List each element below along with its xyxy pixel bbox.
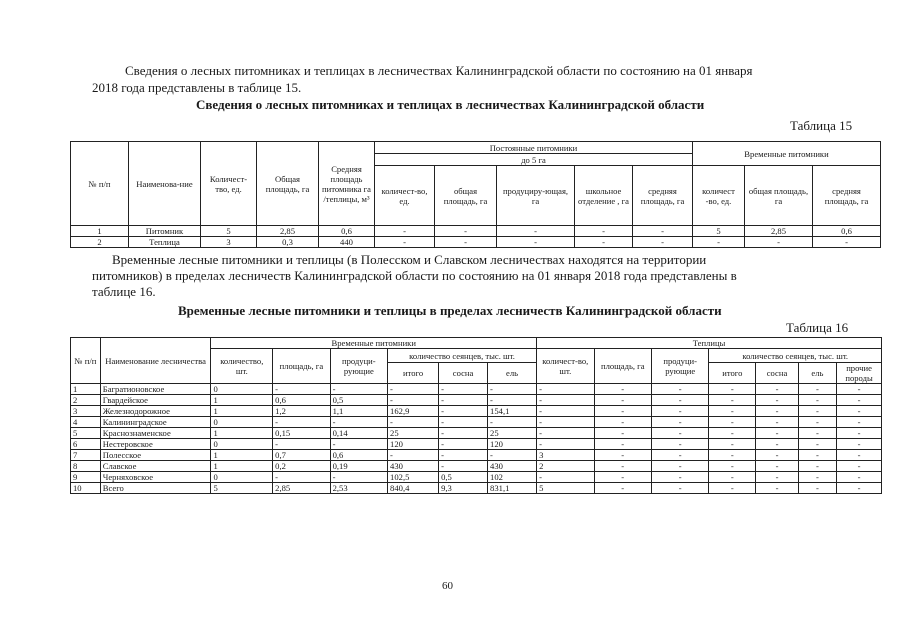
t16-h-temp: Временные питомники xyxy=(211,338,537,349)
table-cell: 7 xyxy=(71,450,101,461)
t15-h-avg: Средняя площадь питомника га /теплицы, м³ xyxy=(319,142,375,226)
t16-h-spruce: ель xyxy=(488,363,537,384)
t16-h-g-pine: сосна xyxy=(756,363,799,384)
t15-h-area: Общая площадь, га xyxy=(257,142,319,226)
table-cell: 2,85 xyxy=(745,226,813,237)
table-cell: - xyxy=(439,395,488,406)
table-cell: - xyxy=(439,406,488,417)
table15-label: Таблица 15 xyxy=(790,118,853,133)
table-cell: 3 xyxy=(537,450,594,461)
table-cell: - xyxy=(388,450,439,461)
para2-line-2: питомников) в пределах лесничеств Калининградской области по состоянию на 01 января 2018 года представлены в xyxy=(92,268,737,283)
t16-h-total: итого xyxy=(388,363,439,384)
table-cell: - xyxy=(651,439,708,450)
table-cell: 5 xyxy=(71,428,101,439)
table-cell: 1 xyxy=(211,428,273,439)
table-cell: 1 xyxy=(71,384,101,395)
table16-heading: Временные лесные питомники и теплицы в пределах лесничеств Калининградской области xyxy=(178,303,722,318)
table-cell: - xyxy=(633,237,693,248)
table-cell: - xyxy=(273,439,330,450)
table-cell: - xyxy=(497,226,575,237)
table-cell: - xyxy=(756,450,799,461)
table-cell: - xyxy=(439,384,488,395)
table-cell: - xyxy=(813,237,881,248)
t15-h-t-count: количест -во, ед. xyxy=(693,166,745,226)
t16-h-num: № п/п xyxy=(71,338,101,384)
table-cell: - xyxy=(488,417,537,428)
table-cell: 2,53 xyxy=(330,483,387,494)
table-cell: 0,6 xyxy=(330,450,387,461)
table-cell: - xyxy=(575,226,633,237)
table-row xyxy=(71,483,882,494)
table-cell: Багратионовское xyxy=(100,384,211,395)
table-cell: 2,85 xyxy=(273,483,330,494)
t15-h-p-count: количест-во, ед. xyxy=(375,166,435,226)
table-cell: - xyxy=(756,395,799,406)
table-cell: - xyxy=(837,406,882,417)
table-cell: - xyxy=(709,483,756,494)
table-cell: - xyxy=(330,439,387,450)
para2 xyxy=(92,252,860,300)
t15-h-num: № п/п xyxy=(71,142,129,226)
table-cell: 6 xyxy=(71,439,101,450)
table15-heading: Сведения о лесных питомниках и теплицах в лесничествах Калининградской области xyxy=(196,97,705,112)
table-cell: 831,1 xyxy=(488,483,537,494)
table-cell: 162,9 xyxy=(388,406,439,417)
t16-h-g-prod: продуци-рующие xyxy=(651,349,708,384)
table-cell: - xyxy=(837,395,882,406)
table-cell: 102 xyxy=(488,472,537,483)
intro-line-2: 2018 года представлены в таблице 15. xyxy=(92,80,302,95)
table-cell: 440 xyxy=(319,237,375,248)
table-cell: 0,14 xyxy=(330,428,387,439)
table-cell: - xyxy=(388,395,439,406)
table-cell: - xyxy=(709,439,756,450)
table-cell: - xyxy=(651,428,708,439)
table-cell: - xyxy=(798,428,836,439)
table-cell: - xyxy=(537,472,594,483)
table-cell: - xyxy=(594,450,651,461)
table-cell: - xyxy=(709,461,756,472)
table-cell: 0 xyxy=(211,439,273,450)
table-cell: - xyxy=(375,237,435,248)
table-cell: - xyxy=(439,439,488,450)
table-cell: - xyxy=(330,417,387,428)
table-cell: - xyxy=(709,472,756,483)
table-cell: 0,5 xyxy=(330,395,387,406)
table-cell: - xyxy=(594,406,651,417)
table-cell: - xyxy=(798,461,836,472)
t16-h-g-seed: количество сеянцев, тыс. шт. xyxy=(709,349,882,363)
table-cell: 430 xyxy=(488,461,537,472)
table-cell: 5 xyxy=(693,226,745,237)
table-cell: - xyxy=(651,461,708,472)
table-cell: Питомник xyxy=(129,226,201,237)
table-cell: 1,2 xyxy=(273,406,330,417)
table-cell: - xyxy=(837,472,882,483)
table-cell: - xyxy=(594,461,651,472)
t15-h-p-prod: продуциру-ющая, га xyxy=(497,166,575,226)
table-cell: - xyxy=(594,483,651,494)
table-cell: - xyxy=(837,384,882,395)
table-cell: Гвардейское xyxy=(100,395,211,406)
table-cell: 1 xyxy=(71,226,129,237)
table-cell: 0 xyxy=(211,417,273,428)
table-cell: - xyxy=(756,406,799,417)
table-cell: 9 xyxy=(71,472,101,483)
table-cell: - xyxy=(439,428,488,439)
table-cell: 3 xyxy=(71,406,101,417)
intro-line-1: Сведения о лесных питомниках и теплицах в лесничествах Калининградской области по состоянию на 01 января xyxy=(125,63,753,78)
table-row xyxy=(71,417,882,428)
table-cell: - xyxy=(594,439,651,450)
table-cell: 1 xyxy=(211,406,273,417)
table-cell: - xyxy=(439,461,488,472)
table-cell: - xyxy=(709,384,756,395)
t16-h-g-area: площадь, га xyxy=(594,349,651,384)
table-cell: - xyxy=(594,417,651,428)
table-cell: - xyxy=(439,417,488,428)
table-cell: 1,1 xyxy=(330,406,387,417)
table-cell: 25 xyxy=(388,428,439,439)
table-cell: - xyxy=(837,428,882,439)
t16-h-name: Наименование лесничества xyxy=(100,338,211,384)
para2-line-3: таблице 16. xyxy=(92,284,156,299)
page-number: 60 xyxy=(442,580,453,592)
table-15 xyxy=(70,141,881,248)
table-cell: 840,4 xyxy=(388,483,439,494)
table-cell: - xyxy=(651,395,708,406)
table-cell: 25 xyxy=(488,428,537,439)
table-row xyxy=(71,237,881,248)
table-cell: - xyxy=(651,384,708,395)
table-cell: - xyxy=(837,450,882,461)
table-cell: - xyxy=(798,472,836,483)
table-cell: 9,3 xyxy=(439,483,488,494)
table-cell: - xyxy=(594,428,651,439)
table-cell: 10 xyxy=(71,483,101,494)
table-cell: 5 xyxy=(537,483,594,494)
t15-h-temporary: Временные питомники xyxy=(693,142,881,166)
table-cell: 1 xyxy=(211,461,273,472)
table-cell: Всего xyxy=(100,483,211,494)
t15-h-p-school: школьное отделение , га xyxy=(575,166,633,226)
table-cell: - xyxy=(594,472,651,483)
table-cell: 2,85 xyxy=(257,226,319,237)
table-cell: - xyxy=(745,237,813,248)
table-cell: - xyxy=(798,450,836,461)
table-cell: - xyxy=(756,417,799,428)
t16-h-seed: количество сеянцев, тыс. шт. xyxy=(388,349,537,363)
table-cell: - xyxy=(798,483,836,494)
table-cell: - xyxy=(330,384,387,395)
table-row xyxy=(71,472,882,483)
table-row xyxy=(71,395,882,406)
t15-h-permanent: Постоянные питомники xyxy=(375,142,693,154)
table-cell: - xyxy=(537,428,594,439)
table-cell: - xyxy=(575,237,633,248)
table-cell: 2 xyxy=(71,395,101,406)
table-cell: 2 xyxy=(537,461,594,472)
table-cell: 0,15 xyxy=(273,428,330,439)
table-cell: 8 xyxy=(71,461,101,472)
intro-paragraph xyxy=(92,62,854,96)
t15-h-count: Количест-тво, ед. xyxy=(201,142,257,226)
table-cell: 120 xyxy=(488,439,537,450)
table-cell: 5 xyxy=(211,483,273,494)
table-cell: - xyxy=(488,384,537,395)
table-cell: Полесское xyxy=(100,450,211,461)
table-cell: - xyxy=(537,417,594,428)
table-cell: - xyxy=(709,428,756,439)
table16-label: Таблица 16 xyxy=(786,320,849,335)
table-cell: - xyxy=(693,237,745,248)
table-row xyxy=(71,384,882,395)
table-cell: 120 xyxy=(388,439,439,450)
table-cell: - xyxy=(488,450,537,461)
table-row xyxy=(71,461,882,472)
table-cell: 0 xyxy=(211,472,273,483)
table-cell: - xyxy=(798,406,836,417)
table-cell: - xyxy=(388,417,439,428)
table-cell: - xyxy=(798,439,836,450)
table-row xyxy=(71,226,881,237)
table-cell: Нестеровское xyxy=(100,439,211,450)
table-cell: - xyxy=(756,428,799,439)
table-cell: - xyxy=(709,450,756,461)
table-cell: - xyxy=(388,384,439,395)
table-cell: 3 xyxy=(201,237,257,248)
table-cell: - xyxy=(709,395,756,406)
table-cell: - xyxy=(709,406,756,417)
table-cell: - xyxy=(651,450,708,461)
t16-h-area: площадь, га xyxy=(273,349,330,384)
table-cell: Железнодорожное xyxy=(100,406,211,417)
table-cell: 4 xyxy=(71,417,101,428)
para2-line-1: Временные лесные питомники и теплицы (в Полесском и Славском лесничествах находятся на территории xyxy=(112,252,707,267)
table-cell: - xyxy=(651,417,708,428)
t15-h-t-avg: средняя площадь, га xyxy=(813,166,881,226)
t15-h-name: Наименова-ние xyxy=(129,142,201,226)
table-cell: - xyxy=(798,384,836,395)
table-cell: - xyxy=(756,472,799,483)
table-cell: - xyxy=(594,395,651,406)
table-cell: - xyxy=(375,226,435,237)
table-cell: - xyxy=(798,417,836,428)
table-cell: 0,3 xyxy=(257,237,319,248)
table-cell: - xyxy=(756,384,799,395)
table-cell: - xyxy=(537,439,594,450)
table-cell: - xyxy=(798,395,836,406)
t16-h-prod: продуци-рующие xyxy=(330,349,387,384)
t15-h-p-avg: средняя площадь, га xyxy=(633,166,693,226)
t15-h-permanent-sub: до 5 га xyxy=(375,154,693,166)
t16-h-g-count: количест-во, шт. xyxy=(537,349,594,384)
table-cell: - xyxy=(435,237,497,248)
table-cell: - xyxy=(488,395,537,406)
table-cell: - xyxy=(756,439,799,450)
table-cell: 102,5 xyxy=(388,472,439,483)
table-cell: Краснознаменское xyxy=(100,428,211,439)
t16-h-green: Теплицы xyxy=(537,338,882,349)
table-cell: 154,1 xyxy=(488,406,537,417)
table-row xyxy=(71,439,882,450)
table-cell: - xyxy=(837,461,882,472)
t16-h-g-total: итого xyxy=(709,363,756,384)
table-cell: - xyxy=(837,483,882,494)
table-cell: - xyxy=(633,226,693,237)
table-cell: - xyxy=(756,461,799,472)
table-cell: Теплица xyxy=(129,237,201,248)
table-cell: 0,19 xyxy=(330,461,387,472)
table-cell: 430 xyxy=(388,461,439,472)
table-cell: 5 xyxy=(201,226,257,237)
table-cell: Черняховское xyxy=(100,472,211,483)
t16-h-pine: сосна xyxy=(439,363,488,384)
table-cell: - xyxy=(537,395,594,406)
t15-h-p-area: общая площадь, га xyxy=(435,166,497,226)
table-cell: 2 xyxy=(71,237,129,248)
table-16 xyxy=(70,337,882,494)
table-cell: - xyxy=(756,483,799,494)
table-cell: - xyxy=(594,384,651,395)
table-cell: - xyxy=(497,237,575,248)
table-cell: - xyxy=(651,472,708,483)
table-cell: - xyxy=(435,226,497,237)
t15-h-t-area: общая площадь, га xyxy=(745,166,813,226)
table-cell: 0,6 xyxy=(273,395,330,406)
table-cell: - xyxy=(330,472,387,483)
table-cell: Калининградское xyxy=(100,417,211,428)
table-row xyxy=(71,428,882,439)
table-cell: - xyxy=(837,417,882,428)
table-cell: 1 xyxy=(211,395,273,406)
table-cell: - xyxy=(651,483,708,494)
table-cell: Славское xyxy=(100,461,211,472)
table-cell: - xyxy=(273,417,330,428)
table-cell: 0,5 xyxy=(439,472,488,483)
t16-h-count: количество, шт. xyxy=(211,349,273,384)
table-cell: 1 xyxy=(211,450,273,461)
table-cell: - xyxy=(273,472,330,483)
table-cell: 0,6 xyxy=(813,226,881,237)
table-row xyxy=(71,450,882,461)
table-cell: 0,7 xyxy=(273,450,330,461)
table-cell: - xyxy=(837,439,882,450)
table-cell: - xyxy=(439,450,488,461)
table-cell: 0,6 xyxy=(319,226,375,237)
table-cell: - xyxy=(273,384,330,395)
table-cell: - xyxy=(709,417,756,428)
table-cell: 0 xyxy=(211,384,273,395)
table-row xyxy=(71,406,882,417)
t16-h-g-spruce: ель xyxy=(798,363,836,384)
table-cell: - xyxy=(537,384,594,395)
table-cell: 0,2 xyxy=(273,461,330,472)
table-cell: - xyxy=(651,406,708,417)
t16-h-g-other: прочие породы xyxy=(837,363,882,384)
table-cell: - xyxy=(537,406,594,417)
